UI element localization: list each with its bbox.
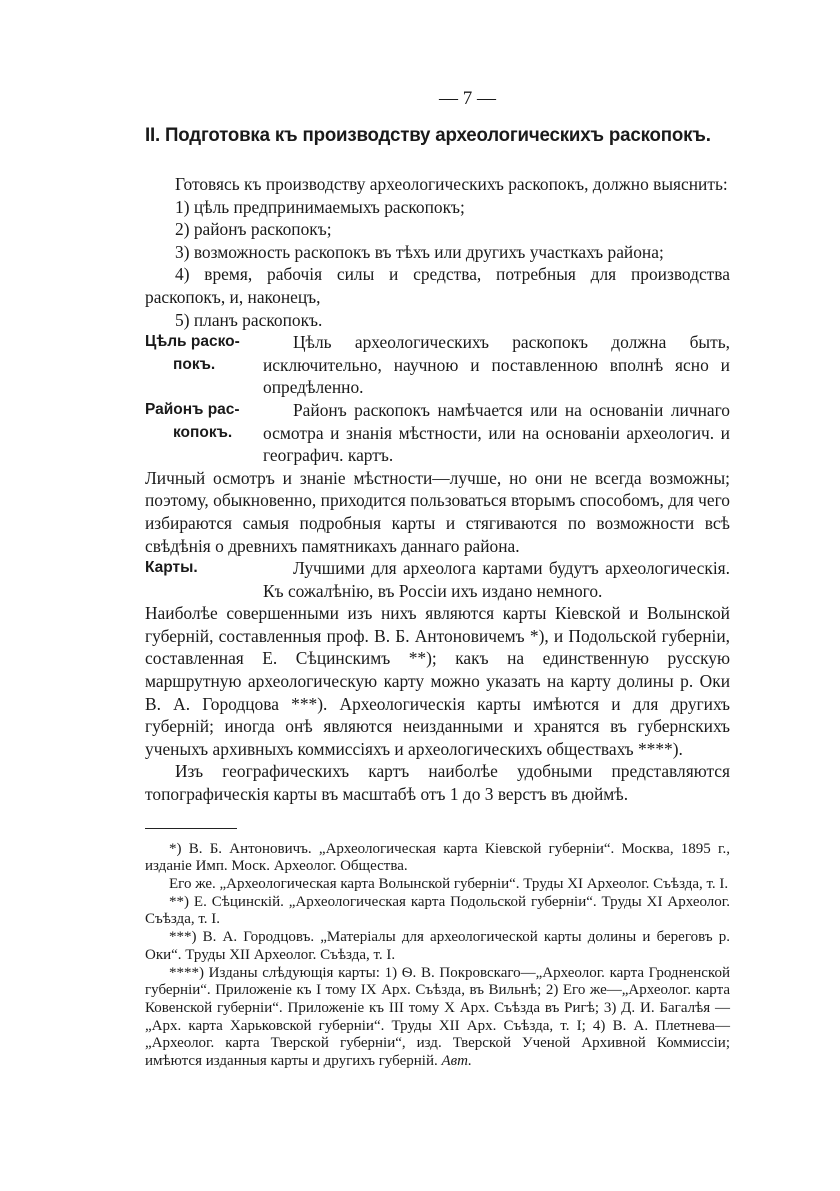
list-item: 3) возможность раскопокъ въ тѣхъ или другихъ участкахъ района;: [175, 241, 664, 262]
list-item: 1) цѣль предпринимаемыхъ раскопокъ;: [175, 196, 465, 217]
section-maps-text: Лучшими для археолога картами будутъ археологическія. Къ сожалѣнію, въ Россіи ихъ издано немного.: [263, 558, 730, 601]
section-region-text: Районъ раскопокъ намѣчается или на основаніи личнаго осмотра и знанія мѣстности, или на основаніи археологич. и географич. картъ.: [263, 399, 730, 466]
section-goal: [145, 331, 730, 399]
list-item: 5) планъ раскопокъ.: [175, 309, 323, 330]
footnote: *) В. Б. Антоновичъ. „Археологическая карта Кіевской губерніи“. Москва, 1895 г., изданіе Имп. Моск. Археолог. Общества.: [145, 840, 730, 875]
section-region: [145, 399, 730, 467]
list-item: 2) районъ раскопокъ;: [175, 219, 332, 240]
main-text: [145, 173, 730, 806]
footnotes: [145, 841, 730, 1071]
section-heading: II. Подготовка къ производству археологическихъ раскопокъ.: [145, 124, 711, 146]
footnote: **) Е. Сѣцинскій. „Археологическая карта Подольской губерніи“. Труды XI Археолог. Съѣзда, т. I.: [145, 893, 730, 928]
page-number: — 7 —: [439, 88, 496, 109]
author-mark: Авт.: [441, 1053, 472, 1070]
footnote-rule: [145, 828, 237, 829]
section-maps: [145, 557, 730, 602]
section-region-continuation: Личный осмотръ и знаніе мѣстности—лучше, но они не всегда возможны; поэтому, обыкновенно, приходится пользоваться вторымъ способомъ, для чего избираются самыя подробныя карты и стягиваются по возможности всѣ свѣдѣнія о древнихъ памятникахъ даннаго района.: [145, 467, 730, 556]
page: [145, 88, 730, 1071]
footnote: ***) В. А. Городцовъ. „Матеріалы для археологической карты долины и береговъ р. Оки“. Труды XII Археолог. Съѣзда, т. I.: [145, 929, 730, 963]
side-heading-region: Районъ рас- копокъ.: [145, 400, 240, 441]
side-heading-maps: Карты.: [145, 559, 198, 577]
intro-paragraph: Готовясь къ производству археологическихъ раскопокъ, должно выяснить:: [175, 174, 728, 194]
section-goal-text: Цѣль археологическихъ раскопокъ должна быть, исключительно, научною и поставленною вполнѣ ясно и опредѣленно.: [263, 332, 730, 398]
list-item: 4) время, рабочія силы и средства, потребныя для производства раскопокъ, и, наконецъ,: [145, 264, 730, 307]
section-maps-continuation: Наиболѣе совершенными изъ нихъ являются карты Кіевской и Волынской губерній, составленныя проф. В. Б. Антоновичемъ *), и Подольской губерніи, составленная Е. Сѣцинскимъ **); какъ на единственную русскую маршрутную археологическую карту можно указать на карту долины р. Оки В. А. Городцова ***). Археологическія карты имѣются и для другихъ губерній; иногда онѣ являются неизданными и хранятся въ губернскихъ ученыхъ архивныхъ коммиссіяхъ и археологическихъ обществахъ ****).: [145, 603, 730, 759]
closing-paragraph: Изъ географическихъ картъ наиболѣе удобными представляются топографическія карты въ масштабѣ отъ 1 до 3 верстъ въ дюймѣ.: [145, 761, 730, 805]
side-heading-goal: Цѣль раско- покъ.: [145, 333, 240, 373]
footnote: Его же. „Археологическая карта Волынской губерніи“. Труды XI Археолог. Съѣзда, т. I.: [169, 876, 729, 893]
footnote: ****) Изданы слѣдующія карты: 1) Ѳ. В. Покровскаго—„Археолог. карта Гродненской губерніи“. Приложеніе къ I тому IX Арх. Съѣзда, въ Вильнѣ; 2) Его же—„Археолог. карта Ковенской губерніи“. Приложеніе къ III тому X Арх. Съѣзда въ Ригѣ; 3) Д. И. Багалѣя —„Арх. карта Харьковской губерніи“. Труды XII Арх. Съѣзда, т. I; 4) В. А. Плетнева—„Археолог. карта Тверской губерніи“, изд. Тверской Ученой Архивной Коммиссіи; имѣются изданныя карты и другихъ губерній. Авт.: [145, 964, 730, 1070]
